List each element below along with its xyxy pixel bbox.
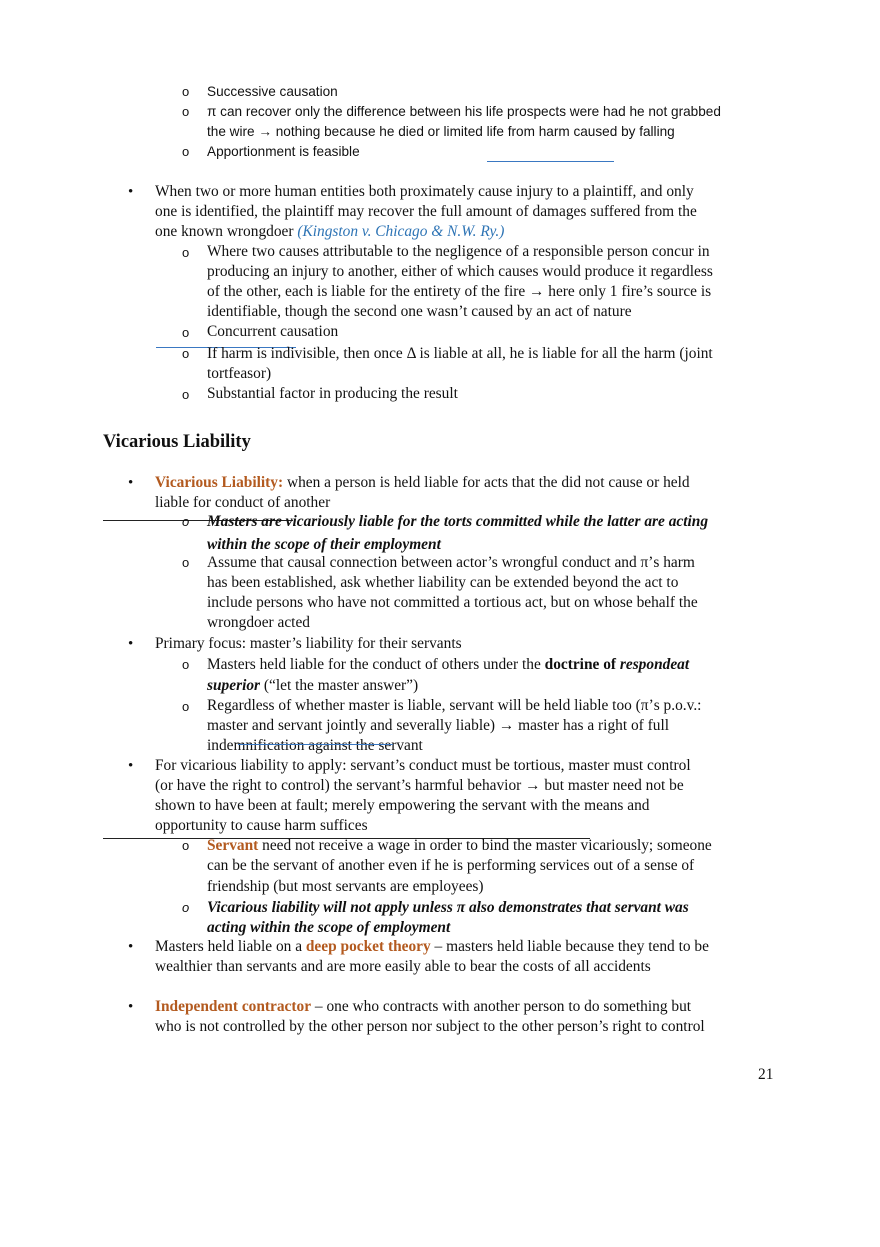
case-citation: (Kingston v. Chicago & N.W. Ry.) xyxy=(297,223,505,240)
term-label: Independent contractor xyxy=(155,998,312,1015)
text-line: Assume that causal connection between actor’s wrongful conduct and π’s harm xyxy=(207,554,695,571)
text-line: opportunity to cause harm suffices xyxy=(155,817,368,834)
bullet-marker: • xyxy=(128,999,134,1015)
text-line: the wire → nothing because he died or limited life from harm caused by falling xyxy=(207,124,675,139)
text-line xyxy=(207,655,689,675)
text-span: – masters held liable because they tend to be xyxy=(430,938,709,955)
text-span: Masters held liable on a xyxy=(155,938,306,955)
text-line: When two or more human entities both proximately cause injury to a plaintiff, and only xyxy=(155,183,694,200)
text-line xyxy=(207,676,418,696)
sub-bullet-marker: o xyxy=(182,245,190,260)
text-line: Where two causes attributable to the negligence of a responsible person concur in xyxy=(207,243,710,260)
text-line: friendship (but most servants are employees) xyxy=(207,878,484,895)
sub-bullet-marker: o xyxy=(182,104,190,119)
sub-bullet-marker: o xyxy=(182,555,190,570)
section-heading: Vicarious Liability xyxy=(103,432,251,452)
sub-bullet-marker: o xyxy=(182,838,190,853)
sub-bullet-marker: o xyxy=(182,144,190,159)
text-line: who is not controlled by the other person nor subject to the other person’s right to control xyxy=(155,1018,705,1035)
text-span: – one who contracts with another person to do something but xyxy=(311,998,692,1015)
text-line: has been established, ask whether liability can be extended beyond the act to xyxy=(207,574,679,591)
sub-bullet-marker: o xyxy=(182,514,190,529)
text-span: need not receive a wage in order to bind the master vicariously; someone xyxy=(258,837,712,854)
term-label: deep pocket theory xyxy=(305,938,431,955)
text-line: For vicarious liability to apply: servant’s conduct must be tortious, master must control xyxy=(155,757,691,774)
text-line: tortfeasor) xyxy=(207,365,272,382)
bullet-marker: • xyxy=(128,184,134,200)
sub-bullet-marker: o xyxy=(182,325,190,340)
sub-bullet-marker: o xyxy=(182,387,190,402)
bullet-marker: • xyxy=(128,636,134,652)
text-line: master and servant jointly and severally liable) → master has a right of full xyxy=(207,717,670,734)
text-line: Regardless of whether master is liable, servant will be held liable too (π’s p.o.v.: xyxy=(207,697,702,714)
ink-underline xyxy=(487,161,614,162)
bullet-marker: • xyxy=(128,758,134,774)
text-line: identifiable, though the second one wasn’t caused by an act of nature xyxy=(207,303,632,320)
text-span: doctrine of xyxy=(544,656,620,673)
ink-strike-line xyxy=(238,744,393,745)
text-line: include persons who have not committed a tortious act, but on whose behalf the xyxy=(207,594,698,611)
text-line: can be the servant of another even if he is performing services out of a sense of xyxy=(207,857,695,874)
text-span: one known wrongdoer xyxy=(155,223,298,240)
sub-bullet-marker: o xyxy=(182,657,190,672)
text-span: Masters held liable for the conduct of others under the xyxy=(207,656,545,673)
text-line: one is identified, the plaintiff may recover the full amount of damages suffered from the xyxy=(155,203,697,220)
text-line: Substantial factor in producing the result xyxy=(207,385,458,402)
text-line xyxy=(155,997,691,1017)
text-line: wrongdoer acted xyxy=(207,614,310,631)
sub-bullet-marker: o xyxy=(182,84,190,99)
text-line xyxy=(155,473,690,493)
text-line: shown to have been at fault; merely empowering the servant with the means and xyxy=(155,797,650,814)
sub-bullet-marker: o xyxy=(182,346,190,361)
text-line: producing an injury to another, either of which causes would produce it regardless xyxy=(207,263,713,280)
text-line: Vicarious liability will not apply unless π also demonstrates that servant was xyxy=(207,899,689,916)
text-line xyxy=(155,222,504,242)
text-line: wealthier than servants and are more easily able to bear the costs of all accidents xyxy=(155,958,651,975)
text-line xyxy=(207,836,712,856)
text-line: indemnification against the servant xyxy=(207,737,423,754)
text-line: Masters are vicariously liable for the torts committed while the latter are acting xyxy=(207,513,709,530)
text-line: within the scope of their employment xyxy=(207,536,441,553)
text-span: when a person is held liable for acts that the did not cause or held xyxy=(283,474,690,491)
text-line: Successive causation xyxy=(207,84,338,99)
text-line: liable for conduct of another xyxy=(155,494,331,511)
text-span: (“let the master answer”) xyxy=(260,677,419,694)
text-line: acting within the scope of employment xyxy=(207,919,451,936)
text-line: π can recover only the difference between his life prospects were had he not grabbed xyxy=(207,104,721,119)
term-label: Vicarious Liability: xyxy=(155,474,284,491)
text-line xyxy=(155,937,709,957)
text-line: If harm is indivisible, then once Δ is liable at all, he is liable for all the harm (joint xyxy=(207,345,713,362)
text-line: of the other, each is liable for the entirety of the fire → here only 1 fire’s source is xyxy=(207,283,712,300)
text-span: respondeat xyxy=(619,656,690,673)
page-number: 21 xyxy=(758,1066,774,1083)
text-line: Concurrent causation xyxy=(207,323,339,340)
text-line: Apportionment is feasible xyxy=(207,144,360,159)
bullet-marker: • xyxy=(128,475,134,491)
text-line: (or have the right to control) the servant’s harmful behavior → but master need not be xyxy=(155,777,684,794)
sub-bullet-marker: o xyxy=(182,900,190,915)
term-label: Servant xyxy=(207,837,259,854)
text-line: Primary focus: master’s liability for their servants xyxy=(155,635,462,652)
sub-bullet-marker: o xyxy=(182,699,190,714)
bullet-marker: • xyxy=(128,939,134,955)
text-span: superior xyxy=(207,677,261,694)
